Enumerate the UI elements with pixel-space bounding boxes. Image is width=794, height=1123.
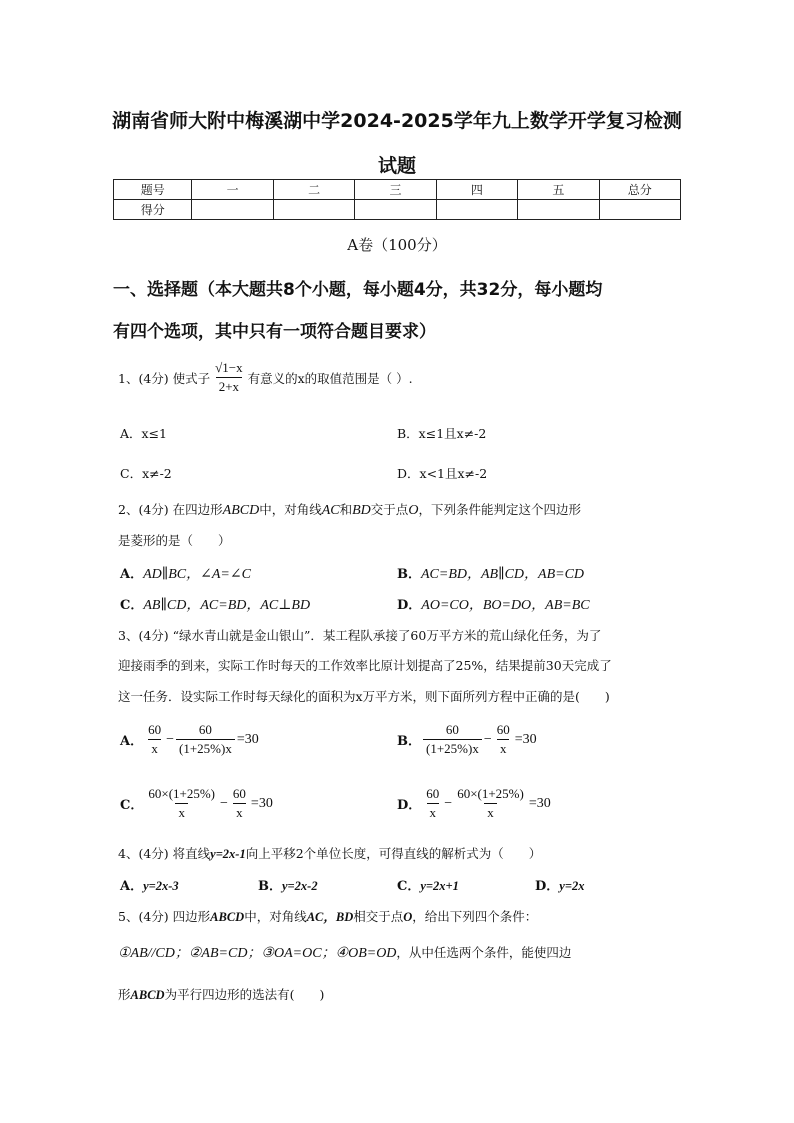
- fraction-numerator: 60: [496, 722, 510, 737]
- text: 中，对角线: [259, 502, 322, 517]
- fraction: [494, 722, 513, 757]
- question-5-conditions: [118, 942, 683, 962]
- page-title: 湖南省师大附中梅溪湖中学2024-2025学年九上数学开学复习检测: [112, 110, 682, 132]
- fraction-numerator: 60: [426, 786, 440, 801]
- fraction: [145, 722, 164, 757]
- math-text: ①AB//CD；②AB=CD；③OA=OC；④OB=OD: [118, 946, 397, 961]
- option-label: D．: [397, 598, 422, 613]
- math-text: O: [408, 503, 419, 518]
- option-label: B．: [397, 734, 421, 749]
- fraction: [230, 786, 249, 821]
- option-a[interactable]: [120, 875, 179, 894]
- text: 4、(4分) 将直线: [118, 846, 211, 861]
- score-input-cell[interactable]: [436, 200, 517, 220]
- option-label: B．: [258, 879, 282, 894]
- text: ，下列条件能判定这个四边形: [418, 502, 581, 517]
- option-d[interactable]: D．x<1且x≠-2: [397, 466, 488, 481]
- table-cell: 得分: [114, 200, 192, 220]
- option-a[interactable]: [120, 722, 259, 757]
- option-c[interactable]: [397, 875, 459, 894]
- option-text: AB∥CD，AC=BD，AC⊥BD: [143, 598, 311, 613]
- text: 相交于点: [353, 909, 404, 924]
- option-text: AD∥BC，∠A=∠C: [143, 567, 251, 582]
- table-cell: 题号: [114, 180, 192, 200]
- score-input-cell[interactable]: [518, 200, 599, 220]
- fraction-denominator: x: [148, 739, 161, 757]
- option-label: D．: [535, 879, 560, 894]
- question-3-stem: 3、(4分) “绿水青山就是金山银山”．某工程队承接了60万平方米的荒山绿化任务，为了: [118, 628, 602, 643]
- text: 2、(4分) 在四边形: [118, 502, 223, 517]
- math-text: BD: [352, 503, 371, 518]
- score-input-cell[interactable]: [273, 200, 354, 220]
- text: 向上平移2个单位长度，可得直线的解析式为（ ）: [245, 846, 542, 861]
- operator: −: [166, 731, 174, 747]
- option-label: C．: [120, 798, 144, 813]
- option-text: AC=BD，AB∥CD，AB=CD: [421, 567, 585, 582]
- option-text: y=2x-2: [282, 879, 318, 893]
- table-cell: 总分: [599, 180, 680, 200]
- table-cell: 三: [355, 180, 436, 200]
- option-a[interactable]: [120, 563, 251, 583]
- operator: −: [220, 795, 228, 811]
- question-5-stem: [118, 907, 683, 925]
- question-2-stem: [118, 500, 683, 519]
- math-text: ABCD: [130, 988, 165, 1002]
- option-c[interactable]: [120, 594, 310, 614]
- equation-rhs: =30: [514, 731, 537, 747]
- option-d[interactable]: [397, 594, 590, 614]
- fraction-denominator: (1+25%)x: [176, 739, 235, 757]
- option-label: A．: [120, 567, 144, 582]
- fraction-numerator: 60: [148, 722, 162, 737]
- math-text: ABCD: [210, 910, 245, 924]
- text: 和: [339, 502, 353, 517]
- option-d[interactable]: [535, 875, 584, 894]
- text: 形: [118, 987, 131, 1002]
- section-heading: 一、选择题（本大题共8个小题，每小题4分，共32分，每小题均: [113, 280, 603, 300]
- text: 交于点: [370, 502, 409, 517]
- table-cell: 五: [518, 180, 599, 200]
- fraction-numerator: 60: [198, 722, 212, 737]
- fraction-denominator: x: [427, 803, 440, 821]
- text: 为平行四边形的选法有( ): [164, 987, 325, 1002]
- question-2-stem-continued: 是菱形的是（ ）: [118, 533, 231, 548]
- option-c[interactable]: C．x≠-2: [120, 466, 172, 481]
- operator: −: [483, 731, 492, 747]
- text: ，给出下列四个条件：: [412, 909, 538, 924]
- math-text: AC: [321, 503, 340, 518]
- section-heading-continued: 有四个选项，其中只有一项符合题目要求）: [113, 322, 436, 342]
- fraction: [454, 786, 527, 821]
- option-label: B．: [397, 567, 421, 582]
- fraction-denominator: x: [484, 803, 497, 821]
- fraction-denominator: x: [497, 739, 510, 757]
- option-c[interactable]: [120, 786, 273, 821]
- math-text: O: [403, 910, 413, 924]
- question-4-stem: [118, 844, 683, 862]
- option-b[interactable]: [397, 722, 537, 757]
- fraction-numerator: 60: [445, 722, 459, 737]
- fraction: [423, 722, 482, 757]
- option-b[interactable]: [397, 563, 584, 583]
- fraction-numerator: 60×(1+25%): [457, 786, 524, 801]
- option-label: C．: [120, 598, 144, 613]
- option-text: y=2x: [559, 879, 585, 893]
- fraction: [145, 786, 218, 821]
- option-text: AO=CO，BO=DO，AB=BC: [421, 598, 590, 613]
- option-label: C．: [397, 879, 421, 894]
- table-cell: 四: [436, 180, 517, 200]
- fraction-numerator: 60: [232, 786, 246, 801]
- text: 5、(4分) 四边形: [118, 909, 211, 924]
- fraction-denominator: 2+x: [216, 377, 242, 395]
- question-1-fraction: [212, 360, 245, 395]
- question-3-stem-line2: 迎接雨季的到来，实际工作时每天的工作效率比原计划提高了25%，结果提前30天完成了: [118, 658, 612, 673]
- math-text: y=2x-1: [210, 847, 246, 861]
- math-text: ABCD: [222, 503, 260, 518]
- table-cell: 一: [192, 180, 273, 200]
- question-1-prefix: 1、(4分) 使式子: [118, 370, 211, 386]
- option-label: D．: [397, 798, 422, 813]
- page-title-continued: 试题: [377, 155, 416, 177]
- option-b[interactable]: [258, 875, 318, 894]
- equation-rhs: =30: [528, 795, 551, 811]
- math-text: AC，BD: [306, 910, 354, 924]
- fraction-denominator: (1+25%)x: [423, 739, 482, 757]
- fraction-denominator: x: [175, 803, 188, 821]
- fraction-denominator: x: [233, 803, 246, 821]
- score-input-cell[interactable]: [599, 200, 680, 220]
- option-a[interactable]: A．x≤1: [120, 426, 168, 441]
- score-table: [113, 179, 681, 220]
- score-table-score-row: [114, 200, 681, 220]
- score-input-cell[interactable]: [192, 200, 273, 220]
- fraction-numerator: 60×(1+25%): [148, 786, 216, 801]
- option-label: A．: [120, 734, 144, 749]
- text: ，从中任选两个条件，能使四边: [396, 945, 572, 960]
- part-heading: A卷（100分）: [347, 236, 447, 254]
- fraction: [176, 722, 235, 757]
- question-1-suffix: 有意义的x的取值范围是（ ）.: [247, 370, 413, 386]
- question-1-stem: [118, 360, 683, 395]
- option-text: y=2x-3: [143, 879, 179, 893]
- table-cell: 二: [273, 180, 354, 200]
- score-table-header-row: [114, 180, 681, 200]
- question-5-stem-continued: [118, 985, 683, 1003]
- text: 中，对角线: [244, 909, 307, 924]
- fraction-numerator: √1−x: [215, 360, 243, 375]
- score-input-cell[interactable]: [355, 200, 436, 220]
- option-text: y=2x+1: [420, 879, 459, 893]
- option-label: A．: [120, 879, 144, 894]
- operator: −: [444, 795, 453, 811]
- option-d[interactable]: [397, 786, 551, 821]
- equation-rhs: =30: [250, 795, 273, 811]
- equation-rhs: =30: [236, 731, 259, 747]
- question-3-stem-line3: 这一任务．设实际工作时每天绿化的面积为x万平方米，则下面所列方程中正确的是( ): [118, 689, 610, 704]
- option-b[interactable]: B．x≤1且x≠-2: [397, 426, 487, 441]
- fraction: [423, 786, 442, 821]
